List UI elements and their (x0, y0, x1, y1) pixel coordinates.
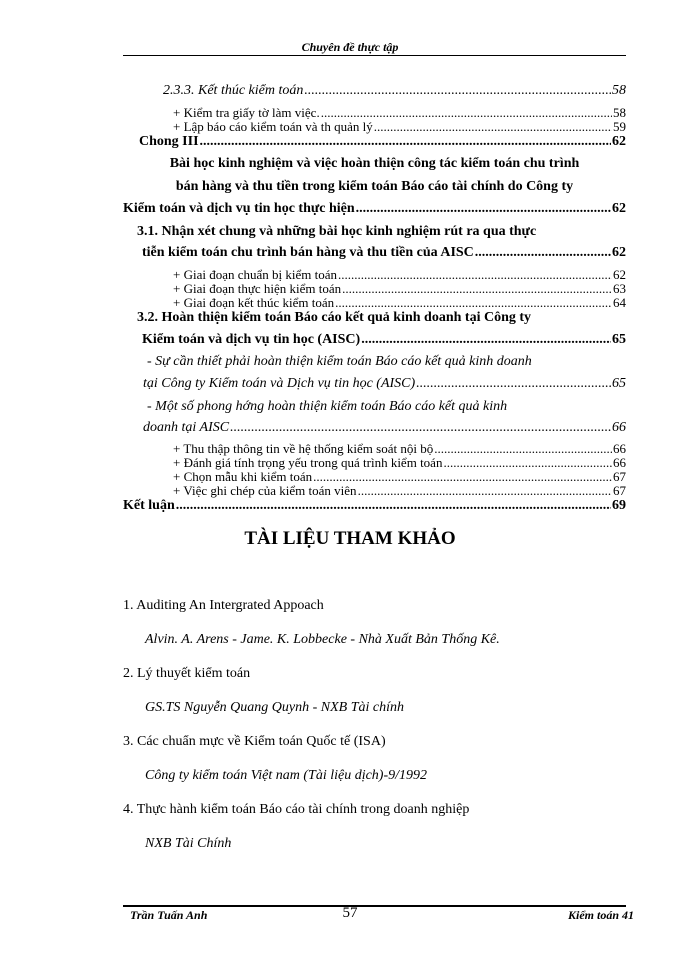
reference-1-detail: Alvin. A. Arens - Jame. K. Lobbecke - Nhà Xuất Bản Thống Kê. (145, 632, 500, 647)
header-rule (123, 55, 626, 56)
chapter3-title-line2: bán hàng và thu tiền trong kiểm toán Báo cáo tài chính do Công ty (175, 179, 574, 194)
toc-item-3-1-c[interactable]: + Giai đoạn kết thúc kiểm toán ..... 64 (123, 296, 626, 309)
chapter3-title-line1: Bài học kinh nghiệm và việc hoàn thiện công tác kiểm toán chu trình (169, 156, 580, 171)
footer-author: Trần Tuấn Anh (130, 908, 208, 922)
toc-item-3-2-b-line2[interactable]: doanh tại AISC ..... 66 (123, 421, 626, 435)
reference-3-detail: Công ty kiểm toán Việt nam (Tài liệu dịch)-9/1992 (145, 768, 428, 783)
toc-chapter-3[interactable]: Chong III ..... 62 (123, 135, 626, 149)
reference-3-title: 3. Các chuẩn mực về Kiểm toán Quốc tế (ISA) (123, 734, 386, 749)
toc-item-3-2-a-line1: - Sự cần thiết phải hoàn thiện kiểm toán Báo cáo kết quả kinh doanh (147, 354, 532, 369)
toc-item-3-2-a-line2[interactable]: tại Công ty Kiểm toán và Dịch vụ tin học (AISC) ..... 65 (123, 377, 626, 391)
toc-chapter3-title-line3[interactable]: Kiểm toán và dịch vụ tin học thực hiện ..... 62 (123, 202, 626, 216)
toc-item-3-2-line1: 3.2. Hoàn thiện kiểm toán Báo cáo kết quả kinh doanh tại Công ty (137, 310, 532, 325)
toc-item-3-1-a[interactable]: + Giai đoạn chuẩn bị kiểm toán ..... 62 (123, 268, 626, 281)
reference-4-title: 4. Thực hành kiểm toán Báo cáo tài chính trong doanh nghiệp (123, 802, 470, 817)
reference-2-detail: GS.TS Nguyễn Quang Quynh - NXB Tài chính (145, 700, 404, 715)
toc-item-3-2-c[interactable]: + Thu thập thông tin về hệ thống kiểm soát nội bộ ..... 66 (123, 442, 626, 455)
footer-page-number: 57 (342, 905, 358, 921)
running-header: Chuyên đề thực tập (301, 40, 399, 54)
toc-item-2-3-3-b[interactable]: + Lập báo cáo kiểm toán và th quản lý ..... 59 (123, 120, 626, 133)
references-title: TÀI LIỆU THAM KHẢO (244, 528, 456, 549)
reference-2-title: 2. Lý thuyết kiểm toán (123, 666, 251, 681)
footer-class: Kiểm toán 41 (567, 908, 634, 922)
toc-conclusion[interactable]: Kết luận ..... 69 (123, 499, 626, 513)
toc-item-3-1-b[interactable]: + Giai đoạn thực hiện kiểm toán ..... 63 (123, 282, 626, 295)
toc-item-3-1-line2[interactable]: tiễn kiểm toán chu trình bán hàng và thu tiền của AISC ..... 62 (123, 246, 626, 260)
toc-item-3-2-f[interactable]: + Việc ghi chép của kiểm toán viên ..... 67 (123, 484, 626, 497)
toc-item-3-2-e[interactable]: + Chọn mẫu khi kiểm toán ..... 67 (123, 470, 626, 483)
toc-item-3-2-line2[interactable]: Kiểm toán và dịch vụ tin học (AISC) ..... 65 (123, 333, 626, 347)
reference-4-detail: NXB Tài Chính (145, 836, 232, 851)
toc-item-2-3-3-a[interactable]: + Kiểm tra giấy tờ làm việc. ..... 58 (123, 106, 626, 119)
toc-item-3-2-b-line1: - Một số phong hớng hoàn thiện kiểm toán Báo cáo kết quả kinh (147, 399, 508, 414)
toc-item-2-3-3[interactable]: 2.3.3. Kết thúc kiểm toán ..... 58 (123, 84, 626, 98)
toc-item-3-1-line1: 3.1. Nhận xét chung và những bài học kinh nghiệm rút ra qua thực (137, 224, 537, 239)
toc-item-3-2-d[interactable]: + Đánh giá tính trọng yếu trong quá trình kiểm toán ..... 66 (123, 456, 626, 469)
reference-1-title: 1. Auditing An Intergrated Appoach (123, 598, 324, 613)
